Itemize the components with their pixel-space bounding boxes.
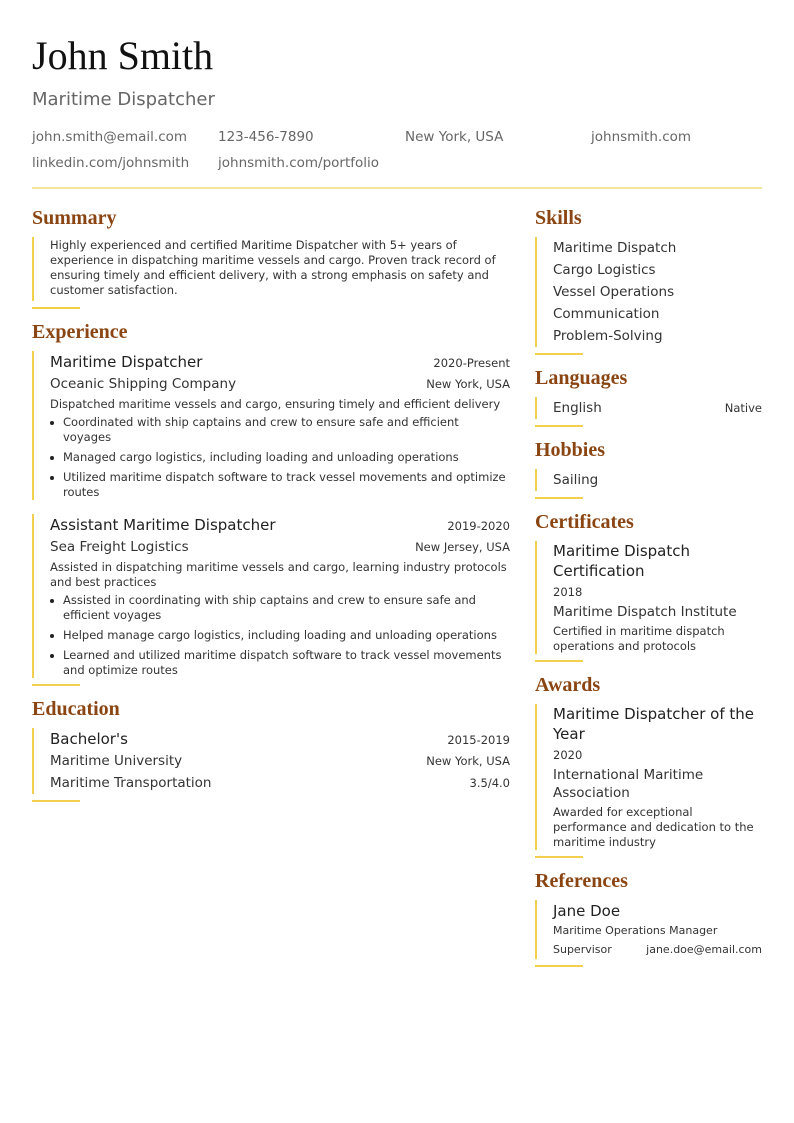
reference-entry: [535, 900, 762, 959]
education-date: 2015-2019: [447, 733, 510, 747]
job-bullet: Coordinated with ship captains and crew to ensure safe and efficient voyages: [50, 415, 510, 445]
contact-phone: 123-456-7890: [218, 129, 314, 145]
hobby-item: Sailing: [553, 472, 599, 488]
bullet-dot-icon: [50, 634, 54, 638]
contact-location: New York, USA: [405, 129, 504, 145]
contact-website[interactable]: johnsmith.com: [591, 129, 692, 145]
candidate-role: Maritime Dispatcher: [32, 89, 215, 110]
job-company: Oceanic Shipping Company: [50, 376, 237, 392]
reference-position: Maritime Operations Manager: [553, 924, 718, 937]
award-org: International Maritime Association: [553, 767, 704, 801]
job-bullet: Helped manage cargo logistics, including loading and unloading operations: [50, 628, 510, 643]
education-gpa: 3.5/4.0: [469, 776, 510, 790]
education-school: Maritime University: [50, 753, 183, 769]
education-entry: [32, 728, 510, 794]
certificates-heading: Certificates: [535, 511, 634, 533]
skills-list: [535, 237, 762, 347]
skill-item: Maritime Dispatch: [553, 240, 677, 256]
languages-heading: Languages: [535, 367, 628, 389]
bullet-dot-icon: [50, 599, 54, 603]
certificate-entry: [535, 541, 762, 654]
section-divider: [535, 425, 583, 427]
awards-heading: Awards: [535, 674, 601, 696]
education-location: New York, USA: [426, 754, 510, 768]
certificate-year: 2018: [553, 585, 583, 599]
contact-linkedin[interactable]: linkedin.com/johnsmith: [32, 155, 190, 171]
skill-item: Vessel Operations: [553, 284, 675, 300]
awards-section: [535, 672, 762, 858]
education-field: Maritime Transportation: [50, 775, 212, 791]
award-title: Maritime Dispatcher of the Year: [553, 705, 755, 743]
languages-list: [535, 397, 762, 419]
job-title: Assistant Maritime Dispatcher: [50, 516, 276, 534]
skill-item: Cargo Logistics: [553, 262, 656, 278]
bullet-dot-icon: [50, 456, 54, 460]
certificate-description: Certified in maritime dispatch operations and protocols: [553, 624, 725, 653]
skill-item: Problem-Solving: [553, 328, 663, 344]
job-bullet: Learned and utilized maritime dispatch software to track vessel movements and optimize routes: [50, 648, 510, 678]
job-entry: [32, 514, 510, 678]
reference-email[interactable]: jane.doe@email.com: [646, 943, 762, 956]
section-divider: [32, 307, 80, 309]
summary-section: [32, 205, 510, 309]
skills-section: [535, 205, 762, 355]
language-item: [553, 397, 762, 419]
language-name: English: [553, 400, 602, 416]
award-year: 2020: [553, 748, 583, 762]
job-title: Maritime Dispatcher: [50, 353, 203, 371]
job-bullet: Managed cargo logistics, including loading and unloading operations: [50, 450, 510, 465]
references-heading: References: [535, 870, 628, 892]
bullet-dot-icon: [50, 421, 54, 425]
education-degree: Bachelor's: [50, 730, 128, 748]
section-divider: [535, 497, 583, 499]
reference-name: Jane Doe: [553, 902, 621, 920]
experience-section: [32, 319, 510, 686]
main-column: [32, 205, 510, 812]
section-divider: [535, 856, 583, 858]
header-divider: [32, 187, 762, 189]
summary-body: [32, 237, 510, 301]
summary-heading: Summary: [32, 207, 117, 229]
job-date: 2019-2020: [447, 519, 510, 533]
job-bullet: Assisted in coordinating with ship captains and crew to ensure safe and efficient voyages: [50, 593, 510, 623]
job-date: 2020-Present: [433, 356, 510, 370]
bullet-dot-icon: [50, 654, 54, 658]
section-divider: [535, 965, 583, 967]
reference-relation: Supervisor: [553, 943, 612, 956]
award-entry: [535, 704, 762, 850]
job-location: New Jersey, USA: [415, 540, 510, 554]
job-bullet: Utilized maritime dispatch software to track vessel movements and optimize routes: [50, 470, 510, 500]
side-column: [535, 205, 762, 977]
skill-item: Communication: [553, 306, 660, 322]
skills-heading: Skills: [535, 207, 582, 229]
job-description: Assisted in dispatching maritime vessels and cargo, learning industry protocols and best practices: [50, 560, 507, 589]
experience-heading: Experience: [32, 321, 128, 343]
section-divider: [32, 684, 80, 686]
education-heading: Education: [32, 698, 120, 720]
language-level: Native: [724, 401, 762, 415]
hobbies-list: [535, 469, 762, 491]
languages-section: [535, 365, 762, 427]
education-section: [32, 696, 510, 802]
contact-email[interactable]: john.smith@email.com: [32, 129, 188, 145]
hobbies-section: [535, 437, 762, 499]
job-description: Dispatched maritime vessels and cargo, ensuring timely and efficient delivery: [50, 397, 501, 411]
candidate-name: John Smith: [32, 33, 214, 78]
job-company: Sea Freight Logistics: [50, 539, 189, 555]
section-divider: [535, 353, 583, 355]
section-divider: [32, 800, 80, 802]
certificates-section: [535, 509, 762, 662]
job-entry: [32, 351, 510, 500]
references-section: [535, 868, 762, 967]
job-bullets: [50, 415, 510, 500]
hobbies-heading: Hobbies: [535, 439, 606, 461]
job-bullets: [50, 593, 510, 678]
certificate-title: Maritime Dispatch Certification: [553, 542, 691, 580]
certificate-org: Maritime Dispatch Institute: [553, 604, 737, 620]
summary-text: Highly experienced and certified Maritime Dispatcher with 5+ years of experience in dispatching maritime vessels and cargo. Proven track record of ensuring timely and efficient delivery, with a strong emphasis on safety and customer satisfaction.: [50, 238, 496, 297]
job-location: New York, USA: [426, 377, 510, 391]
award-description: Awarded for exceptional performance and dedication to the maritime industry: [553, 805, 754, 849]
bullet-dot-icon: [50, 476, 54, 480]
section-divider: [535, 660, 583, 662]
contact-portfolio[interactable]: johnsmith.com/portfolio: [218, 155, 380, 171]
